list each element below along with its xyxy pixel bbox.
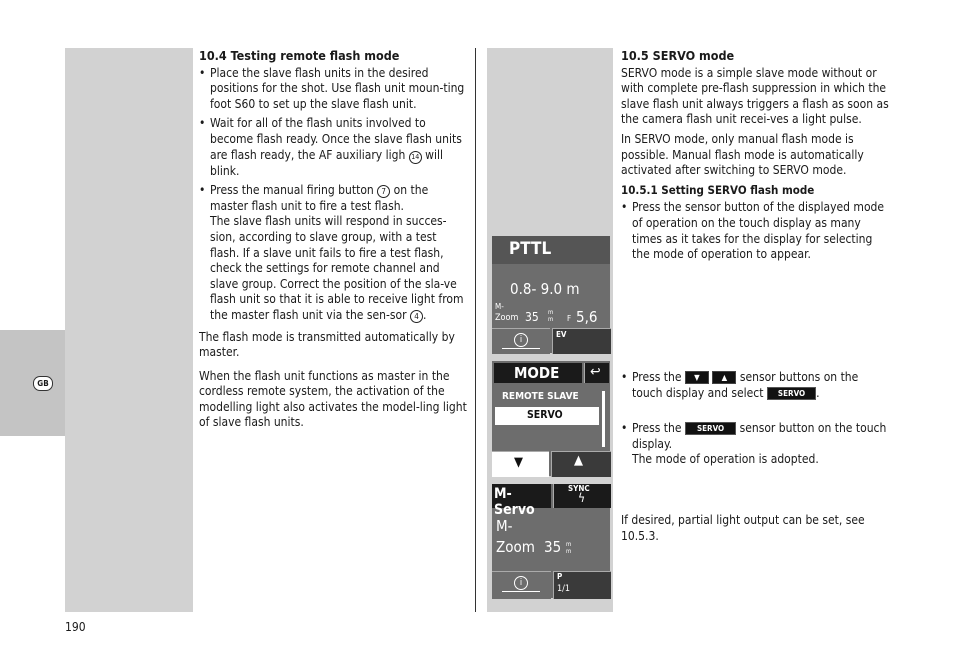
list-item: • Press the manual firing button 7 on the master flash unit to fire a test flash. The slave flash units will respond in succes-sion, according to slave group, with a test flash. If a slave unit fails to fire a test flash, check the settings for remote channel and slave group. Correct the position of the sla-ve flash unit so that it is able to receive light from the master flash unit via the sen-sor 4 .	[199, 183, 467, 323]
mode-title: MODE	[514, 364, 560, 382]
bullet-list	[621, 421, 889, 468]
down-arrow-icon: ▼	[514, 455, 523, 470]
down-button[interactable]	[492, 451, 549, 477]
servo-button-icon: SERVO	[767, 387, 816, 400]
f-label: F	[567, 314, 572, 323]
mm-unit: m	[548, 309, 554, 316]
right-column-step3	[621, 421, 889, 472]
up-arrow-icon: ▲	[712, 371, 736, 384]
left-margin-bar	[65, 48, 193, 612]
zoom-value: 35	[525, 310, 539, 324]
range-readout: 0.8- 9.0 m	[510, 280, 580, 298]
list-item: • Wait for all of the flash units involved to become flash ready. Once the slave flash units are flash ready, the AF auxiliary ligh 14 will blink.	[199, 116, 467, 179]
sync-label: SYNC	[568, 484, 590, 493]
info-button[interactable]	[492, 571, 551, 599]
power-button[interactable]	[553, 571, 611, 599]
power-value: 1/1	[557, 584, 571, 594]
bullet-list	[621, 370, 889, 401]
ev-button[interactable]	[552, 328, 611, 354]
info-icon: i	[514, 333, 528, 347]
info-icon: i	[514, 576, 528, 590]
paragraph: The flash mode is transmitted automatically by master.	[199, 329, 455, 360]
servo-button-icon: SERVO	[685, 422, 736, 435]
ref-number: 4	[410, 310, 423, 323]
mode-title-box	[494, 363, 582, 383]
down-arrow-icon: ▼	[685, 371, 709, 384]
mm-unit: m	[566, 548, 572, 555]
scrollbar[interactable]	[602, 391, 605, 447]
subsection-heading: 10.5.1 Setting SERVO flash mode	[621, 182, 815, 197]
mode-menu-header	[492, 361, 610, 386]
left-column	[199, 48, 467, 435]
list-item: • Place the slave flash units in the desired positions for the shot. Use flash unit moun-ting foot S60 to set up the slave flash unit.	[199, 66, 467, 113]
bullet-list	[199, 66, 467, 324]
right-column-note	[621, 513, 889, 548]
display-screen-m-servo	[492, 484, 610, 598]
up-button[interactable]	[551, 451, 611, 477]
menu-item-label: SERVO	[527, 409, 563, 421]
section-heading: 10.4 Testing remote flash mode	[199, 48, 400, 63]
info-button[interactable]	[492, 328, 550, 354]
mode-header[interactable]	[492, 484, 551, 518]
mode-label: PTTL	[509, 239, 552, 259]
lightning-icon: ϟ	[578, 491, 586, 505]
paragraph: In SERVO mode, only manual flash mode is possible. Manual flash mode is automatically activated after switching to SERVO mode.	[621, 131, 864, 178]
menu-item-servo[interactable]	[495, 407, 599, 425]
underline	[502, 591, 540, 592]
paragraph: If desired, partial light output can be set, see 10.5.3.	[621, 513, 865, 543]
bullet-list	[621, 200, 889, 262]
mode-header[interactable]	[492, 236, 610, 264]
up-arrow-icon: ▲	[574, 453, 583, 468]
list-item: • Press the sensor button of the displayed mode of operation on the touch display as many times as it takes for the display for selecting the mode of operation to appear.	[621, 200, 889, 262]
right-column-step2	[621, 370, 889, 405]
language-tab: GB	[33, 376, 53, 391]
display-screen-pttl	[492, 236, 610, 353]
p-label: P	[557, 572, 563, 581]
m-label: M-	[495, 302, 504, 311]
page-number: 190	[65, 620, 86, 634]
list-item: • Press the SERVO sensor button on the touch display. The mode of operation is adopted.	[621, 421, 889, 468]
mm-unit: m	[548, 316, 554, 323]
underline	[502, 348, 540, 349]
ref-number: 7	[377, 185, 390, 198]
sync-button[interactable]	[553, 484, 611, 508]
back-button[interactable]	[584, 363, 609, 383]
zoom-value: 35	[544, 538, 562, 556]
back-icon: ↩	[590, 364, 601, 380]
ev-label: EV	[556, 330, 567, 339]
list-item: • Press the ▼ ▲ sensor buttons on the touch display and select SERVO .	[621, 370, 889, 401]
mode-label: M-Servo	[494, 486, 535, 518]
display-screen-mode-menu	[492, 361, 610, 476]
m-label: M-	[496, 517, 513, 535]
menu-item-remote-slave[interactable]	[495, 390, 595, 404]
section-heading: 10.5 SERVO mode	[621, 48, 735, 63]
zoom-label: Zoom	[495, 313, 519, 323]
mm-unit: m	[566, 541, 572, 548]
f-value: 5,6	[576, 308, 598, 326]
zoom-label: Zoom	[496, 538, 535, 556]
paragraph: SERVO mode is a simple slave mode without or with complete pre-flash suppression in which the slave flash unit always triggers a flash as soon as the camera flash unit recei-ves a light pulse.	[621, 65, 889, 127]
column-divider	[475, 48, 476, 612]
right-column-top	[621, 48, 889, 267]
paragraph: When the flash unit functions as master in the cordless remote system, the activation of the modelling light also activates the model-ling light of slave flash units.	[199, 368, 467, 430]
menu-item-label: REMOTE SLAVE	[502, 391, 579, 402]
ref-number: 14	[409, 151, 422, 164]
